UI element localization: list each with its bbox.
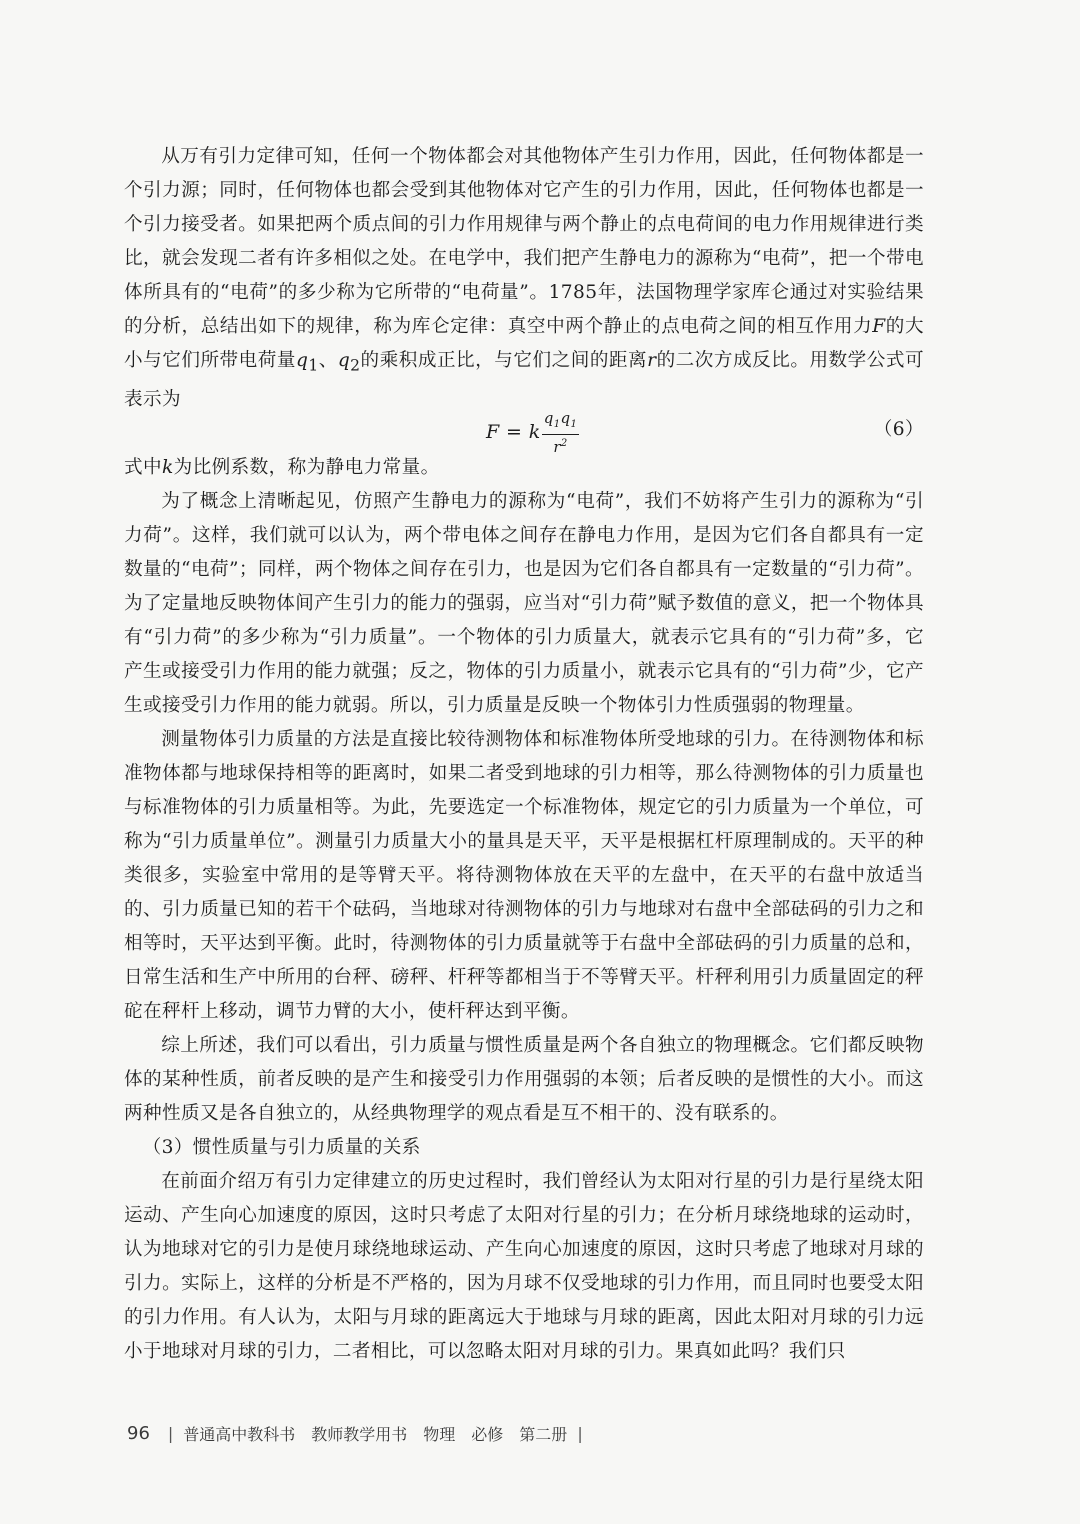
paragraph-summary: 综上所述，我们可以看出，引力质量与惯性质量是两个各自独立的物理概念。它们都反映物体的某种性质，前者反映的是产生和接受引力作用强弱的本领；后者反映的是惯性的大小。而这两种性质又是各自独立的，从经典物理学的观点看是互不相干的、没有联系的。 bbox=[124, 1034, 924, 1124]
variable-k: k bbox=[162, 456, 174, 478]
numerator-sub: 1 bbox=[553, 418, 561, 430]
variable-q1: q bbox=[296, 350, 309, 371]
numerator-sub: 1 bbox=[570, 418, 578, 430]
section-heading: （3）惯性质量与引力质量的关系 bbox=[142, 1136, 421, 1158]
variable-q2: q bbox=[337, 350, 351, 371]
paragraph-gravitational-charge: 为了概念上清晰起见，仿照产生静电力的源称为“电荷”，我们不妨将产生引力的源称为“引力荷”。这样，我们就可以认为，两个带电体之间存在静电力作用，是因为它们各自都具有一定数量的“电荷”；同样，两个物体之间存在引力，也是因为它们各自都具有一定数量的“引力荷”。为了定量地反映物体间产生引力的能力的强弱，应当对“引力荷”赋予数值的意义，把一个物体具有“引力荷”的多少称为“引力质量”。一个物体的引力质量大，就表示它具有的“引力荷”多，它产生或接受引力作用的能力就强；反之，物体的引力质量小，就表示它具有的“引力荷”少，它产生或接受引力作用的能力就弱。所以，引力质量是反映一个物体引力性质强弱的物理量。 bbox=[124, 490, 924, 716]
book-title: 普通高中教科书 教师教学用书 物理 必修 第二册 bbox=[183, 1425, 568, 1444]
denominator-r: r bbox=[553, 437, 561, 456]
equation-lhs: F bbox=[486, 421, 500, 444]
separator: 、 bbox=[318, 350, 338, 371]
paragraph-coulomb-analogy bbox=[124, 140, 924, 417]
subscript: 1 bbox=[308, 356, 319, 375]
variable-r: r bbox=[647, 350, 657, 371]
paragraph-text: 的大小与它们所带电荷量 bbox=[124, 316, 924, 371]
paragraph-text: 从万有引力定律可知，任何一个物体都会对其他物体产生引力作用，因此，任何物体都是一个引力源；同时，任何物体也都会受到其他物体对它产生的引力作用，因此，任何物体也都是一个引力接受者。如果把两个质点间的引力作用规律与两个静止的点电荷间的电力作用规律进行类比，就会发现二者有许多相似之处。在电学中，我们把产生静电力的源称为“电荷”，把一个带电体所具有的“电荷”的多少称为它所带的“电荷量”。1785年，法国物理学家库仑通过对实验结果的分析，总结出如下的规律，称为库仑定律：真空中两个静止的点电荷之间的相互作用力 bbox=[124, 146, 924, 337]
equation-row bbox=[124, 408, 924, 456]
fraction-numerator bbox=[542, 409, 580, 435]
fraction-denominator bbox=[551, 435, 569, 456]
numerator-q: q bbox=[560, 408, 571, 427]
paragraph-text: 的二次方成反比。用数学公式可表示为 bbox=[124, 350, 924, 410]
page-footer bbox=[127, 1422, 583, 1445]
paragraph-text: 的乘积成正比，与它们之间的距离 bbox=[360, 350, 648, 371]
numerator-q: q bbox=[543, 408, 554, 427]
body-text bbox=[124, 140, 924, 1369]
paragraph-text: 为比例系数，称为静电力常量。 bbox=[173, 456, 440, 478]
paragraph-sun-moon: 在前面介绍万有引力定律建立的历史过程时，我们曾经认为太阳对行星的引力是行星绕太阳运动、产生向心加速度的原因，这时只考虑了太阳对行星的引力；在分析月球绕地球的运动时，认为地球对它的引力是使月球绕地球运动、产生向心加速度的原因，这时只考虑了地球对月球的引力。实际上，这样的分析是不严格的，因为月球不仅受地球的引力作用，而且同时也要受太阳的引力作用。有人认为，太阳与月球的距离远大于地球与月球的距离，因此太阳对月球的引力远小于地球对月球的引力，二者相比，可以忽略太阳对月球的引力。果真如此吗？我们只 bbox=[124, 1170, 924, 1362]
equation-k: k bbox=[528, 421, 541, 444]
denominator-exponent: 2 bbox=[560, 437, 568, 449]
paragraph-measuring-mass: 测量物体引力质量的方法是直接比较待测物体和标准物体所受地球的引力。在待测物体和标准物体都与地球保持相等的距离时，如果二者受到地球的引力相等，那么待测物体的引力质量也与标准物体的引力质量相等。为此，先要选定一个标准物体，规定它的引力质量为一个单位，可称为“引力质量单位”。测量引力质量大小的量具是天平，天平是根据杠杆原理制成的。天平的种类很多，实验室中常用的是等臂天平。将待测物体放在天平的左盘中，在天平的右盘中放适当的、引力质量已知的若干个砝码，当地球对待测物体的引力与地球对右盘中全部砝码的引力之和相等时，天平达到平衡。此时，待测物体的引力质量就等于右盘中全部砝码的引力质量的总和，日常生活和生产中所用的台秤、磅秤、杆秤等都相当于不等臂天平。杆秤利用引力质量固定的秤砣在秤杆上移动，调节力臂的大小，使杆秤达到平衡。 bbox=[124, 728, 924, 1022]
variable-F: F bbox=[872, 316, 886, 337]
equation-fraction bbox=[542, 409, 580, 456]
footer-separator: | bbox=[577, 1424, 583, 1443]
footer-separator: | bbox=[167, 1424, 174, 1443]
paragraph-text: 式中 bbox=[124, 456, 162, 478]
coulomb-equation bbox=[486, 409, 579, 456]
paragraph-k-definition bbox=[124, 451, 924, 485]
page-number: 96 bbox=[127, 1423, 150, 1444]
subscript: 2 bbox=[350, 356, 361, 375]
equation-equals: = bbox=[499, 421, 529, 444]
equation-number: （6） bbox=[873, 418, 924, 440]
